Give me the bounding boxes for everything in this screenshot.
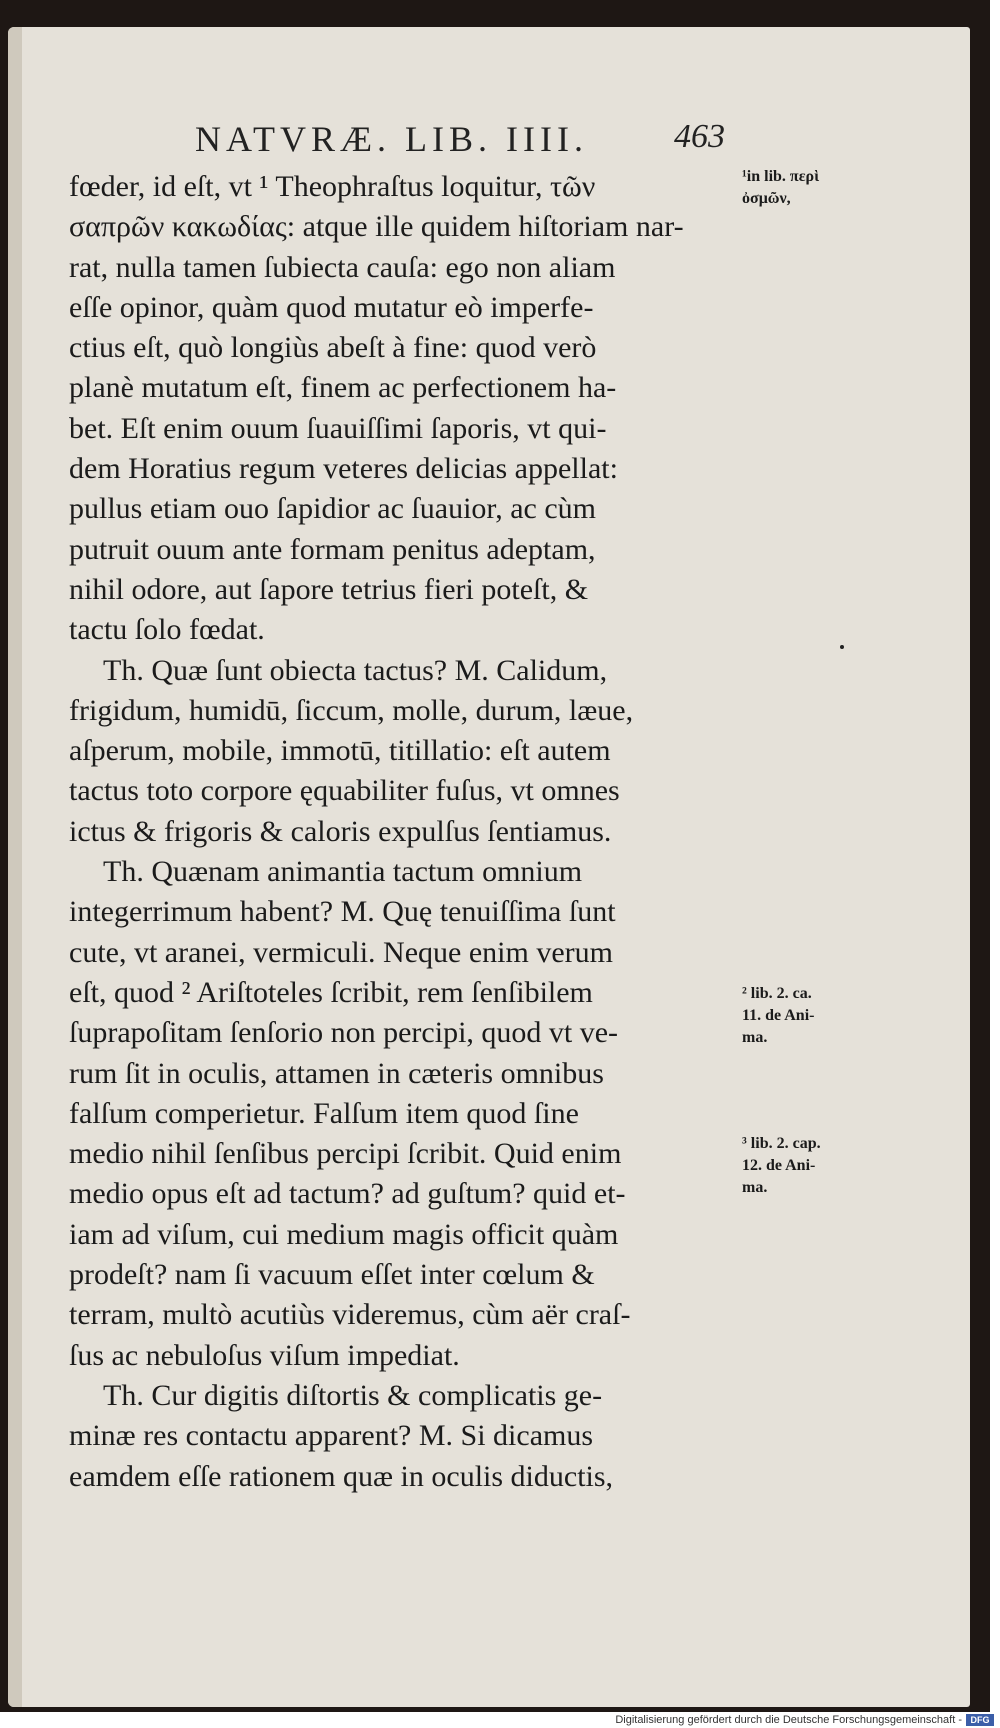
text-line: nihil odore, aut ſapore tetrius fieri poteſt, &	[69, 572, 589, 606]
page-gutter	[8, 27, 22, 1707]
margin-note-line: ma.	[742, 1029, 768, 1046]
text-line: pullus etiam ouo ſapidior ac ſuauior, ac cùm	[69, 492, 596, 526]
text-line: prodeſt? nam ſi vacuum eſſet inter cœlum &	[69, 1258, 595, 1292]
text-line: tactu ſolo fœdat.	[69, 613, 265, 647]
margin-note-3	[742, 1133, 862, 1199]
text-line: bet. Eſt enim ouum ſuauiſſimi ſaporis, vt qui-	[69, 411, 607, 445]
text-line: Th. Cur digitis diſtortis & complicatis ge-	[103, 1378, 603, 1412]
text-line: Th. Quæ ſunt obiecta tactus? M. Calidum,	[103, 653, 608, 687]
text-line: minæ res contactu apparent? M. Si dicamus	[69, 1419, 594, 1453]
text-line: ctius eſt, quò longiùs abeſt à fine: quod verò	[69, 331, 597, 365]
margin-note-line: ² lib. 2. ca.	[742, 985, 812, 1002]
text-line: frigidum, humidū, ſiccum, molle, durum, læue,	[69, 693, 634, 727]
margin-note-line: 12. de Ani-	[742, 1157, 816, 1174]
margin-note-line: ³ lib. 2. cap.	[742, 1135, 821, 1152]
dfg-logo: DFG	[966, 1714, 994, 1726]
text-line: medio opus eſt ad tactum? ad guſtum? quid et-	[69, 1177, 626, 1211]
text-line: medio nihil ſenſibus percipi ſcribit. Quid enim	[69, 1137, 622, 1171]
text-line: eſſe opinor, quàm quod mutatur eò imperfe-	[69, 290, 594, 324]
text-line: terram, multò acutiùs videremus, cùm aër craſ-	[69, 1298, 631, 1332]
text-line: ictus & frigoris & caloris expulſus ſentiamus.	[69, 814, 612, 848]
text-line: aſperum, mobile, immotū, titillatio: eſt autem	[69, 734, 611, 768]
text-line: integerrimum habent? M. Quę tenuiſſima ſunt	[69, 895, 616, 929]
text-line: ſuprapoſitam ſenſorio non percipi, quod vt ve-	[69, 1016, 619, 1050]
margin-note-1	[742, 166, 862, 210]
text-line: fœder, id eſt, vt ¹ Theophraſtus loquitur, τῶν	[69, 170, 596, 203]
footer-credit: Digitalisierung gefördert durch die Deutsche Forschungsgemeinschaft -	[615, 1714, 962, 1726]
margin-note-line: ¹in lib. περὶ	[742, 168, 820, 185]
text-line: tactus toto corpore ęquabiliter fuſus, vt omnes	[69, 774, 620, 808]
text-line: ſus ac nebuloſus viſum impediat.	[69, 1338, 460, 1372]
margin-note-2	[742, 983, 862, 1049]
text-line: planè mutatum eſt, finem ac perfectionem ha-	[69, 371, 617, 405]
footer-bar	[0, 1712, 1000, 1728]
text-line: cute, vt aranei, vermiculi. Neque enim verum	[69, 935, 613, 969]
margin-note-line: ὀσμῶν,	[742, 190, 791, 207]
text-line: Th. Quænam animantia tactum omnium	[103, 855, 583, 889]
ink-speck	[840, 645, 844, 649]
text-line: eſt, quod ² Ariſtoteles ſcribit, rem ſenſibilem	[69, 975, 593, 1009]
margin-note-line: 11. de Ani-	[742, 1007, 815, 1024]
text-line: dem Horatius regum veteres delicias appellat:	[69, 452, 618, 486]
main-text	[69, 167, 739, 1497]
text-line: rum ſit in oculis, attamen in cæteris omnibus	[69, 1056, 604, 1090]
text-line: iam ad viſum, cui medium magis officit quàm	[69, 1217, 619, 1251]
text-line: falſum comperietur. Falſum item quod ſine	[69, 1096, 579, 1130]
text-line: rat, nulla tamen ſubiecta cauſa: ego non aliam	[69, 250, 616, 284]
margin-note-line: ma.	[742, 1179, 768, 1196]
text-line: σαπρῶν κακωδίας: atque ille quidem hiſtoriam nar-	[69, 210, 684, 244]
page-number: 463	[674, 118, 725, 155]
page-header	[195, 118, 725, 162]
text-line: eamdem eſſe rationem quæ in oculis diductis,	[69, 1459, 614, 1493]
running-head: NATVRÆ. LIB. IIII.	[195, 119, 588, 159]
text-line: putruit ouum ante formam penitus adeptam,	[69, 532, 596, 566]
